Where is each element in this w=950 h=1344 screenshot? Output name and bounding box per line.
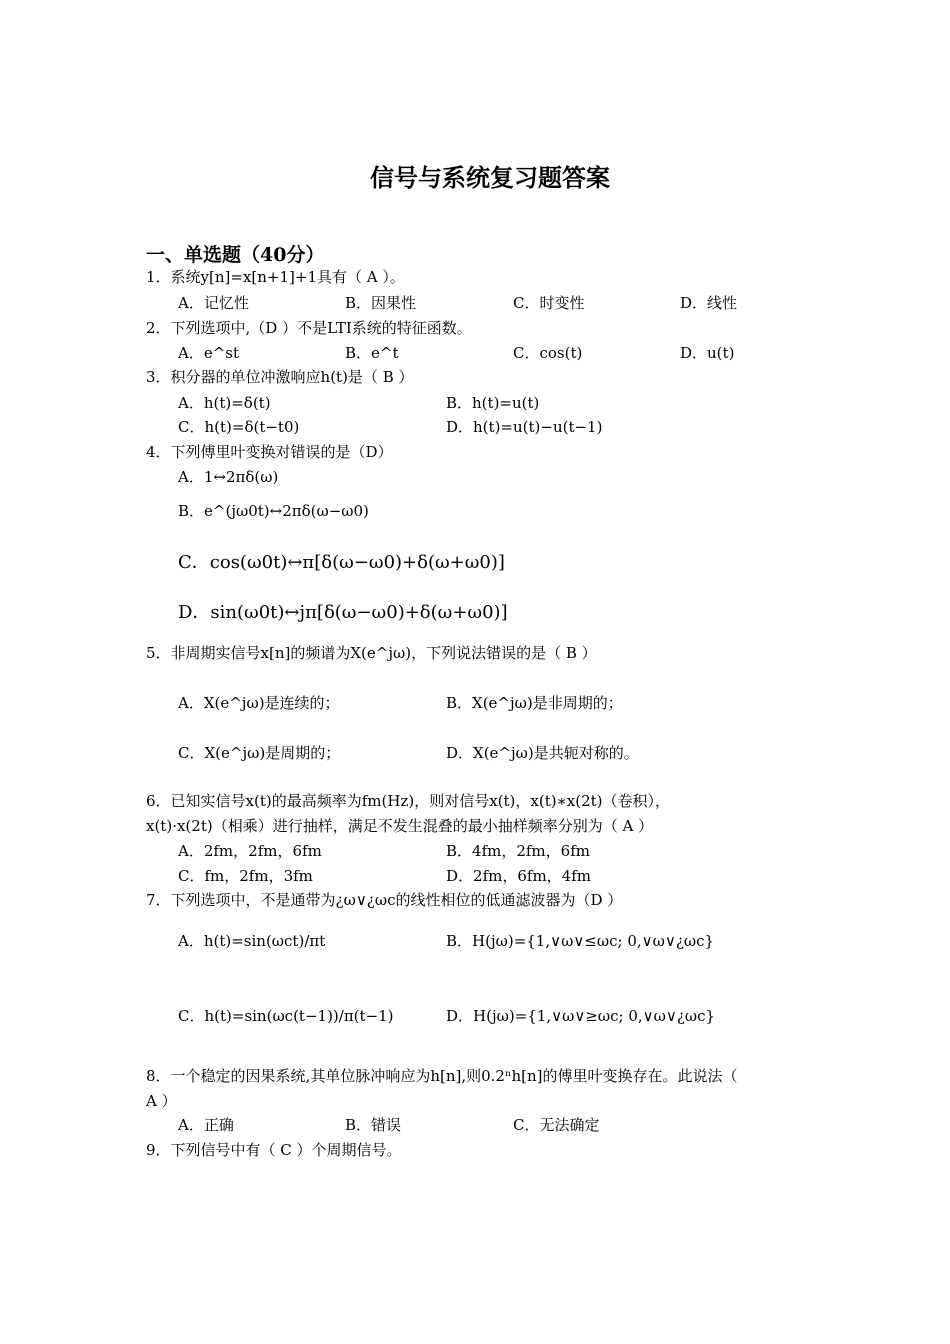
- question-6-stem-line1: 6．已知实信号x(t)的最高频率为fm(Hz)，则对信号x(t)，x(t)∗x(2t)（卷积），: [146, 792, 671, 810]
- question-4-option-a: A．1↔2πδ(ω): [178, 468, 279, 486]
- question-4-stem: 4．下列傅里叶变换对错误的是（D）: [146, 443, 393, 461]
- question-1-option-d: D．线性: [680, 294, 738, 312]
- question-5-option-d: D．X(e^jω)是共轭对称的。: [446, 744, 639, 762]
- question-5-option-b: B．X(e^jω)是非周期的；: [446, 694, 623, 712]
- question-8-option-c: C．无法确定: [513, 1116, 600, 1134]
- question-5-option-a: A．X(e^jω)是连续的；: [178, 694, 340, 712]
- question-4-option-b: B．e^(jω0t)↔2πδ(ω−ω0): [178, 502, 369, 520]
- question-6-option-c: C．fm，2fm，3fm: [178, 867, 313, 885]
- question-5-option-c: C．X(e^jω)是周期的；: [178, 744, 341, 762]
- question-2-option-d: D．u(t): [680, 344, 735, 362]
- question-3-stem: 3．积分器的单位冲激响应h(t)是（ B ）: [146, 368, 414, 386]
- question-3-option-b: B．h(t)=u(t): [446, 394, 540, 412]
- section-heading: 一、单选题（40分）: [146, 244, 325, 266]
- question-7-option-d: D．H(jω)={1,∨ω∨≥ωc; 0,∨ω∨¿ωc}: [446, 1007, 716, 1025]
- question-3-option-a: A．h(t)=δ(t): [178, 394, 271, 412]
- question-8-stem-line2: A ）: [146, 1092, 177, 1110]
- question-7-option-c: C．h(t)=sin(ωc(t−1))/π(t−1): [178, 1007, 394, 1025]
- question-1-option-b: B．因果性: [345, 294, 417, 312]
- question-8-option-b: B．错误: [345, 1116, 402, 1134]
- question-7-option-a: A．h(t)=sin(ωct)/πt: [178, 932, 326, 950]
- question-1-stem: 1．系统y[n]=x[n+1]+1具有（ A ）。: [146, 268, 405, 286]
- page-title: 信号与系统复习题答案: [370, 163, 610, 192]
- question-2-stem: 2．下列选项中,（D ）不是LTI系统的特征函数。: [146, 319, 472, 337]
- question-2-option-a: A．e^st: [178, 344, 240, 362]
- question-8-stem-line1: 8．一个稳定的因果系统,其单位脉冲响应为h[n],则0.2ⁿh[n]的傅里叶变换存在。此说法（: [146, 1067, 738, 1085]
- question-2-option-b: B．e^t: [345, 344, 399, 362]
- question-6-option-b: B．4fm，2fm，6fm: [446, 842, 590, 860]
- question-7-stem: 7．下列选项中，不是通带为¿ω∨¿ωc的线性相位的低通滤波器为（D ）: [146, 891, 623, 909]
- question-7-option-b: B．H(jω)={1,∨ω∨≤ωc; 0,∨ω∨¿ωc}: [446, 932, 715, 950]
- question-4-option-c: C．cos(ω0t)↔π[δ(ω−ω0)+δ(ω+ω0)]: [178, 552, 505, 573]
- question-2-option-c: C．cos(t): [513, 344, 583, 362]
- question-1-option-a: A．记忆性: [178, 294, 249, 312]
- question-6-stem-line2: x(t)·x(2t)（相乘）进行抽样，满足不发生混叠的最小抽样频率分别为（ A ）: [146, 817, 654, 835]
- question-8-option-a: A．正确: [178, 1116, 234, 1134]
- question-3-option-c: C．h(t)=δ(t−t0): [178, 418, 300, 436]
- question-6-option-d: D．2fm，6fm，4fm: [446, 867, 591, 885]
- question-1-option-c: C．时变性: [513, 294, 585, 312]
- question-9-stem: 9．下列信号中有（ C ）个周期信号。: [146, 1141, 402, 1159]
- question-3-option-d: D．h(t)=u(t)−u(t−1): [446, 418, 603, 436]
- question-4-option-d: D．sin(ω0t)↔jπ[δ(ω−ω0)+δ(ω+ω0)]: [178, 602, 508, 623]
- question-6-option-a: A．2fm，2fm，6fm: [178, 842, 322, 860]
- question-5-stem: 5．非周期实信号x[n]的频谱为X(e^jω)，下列说法错误的是（ B ）: [146, 644, 597, 662]
